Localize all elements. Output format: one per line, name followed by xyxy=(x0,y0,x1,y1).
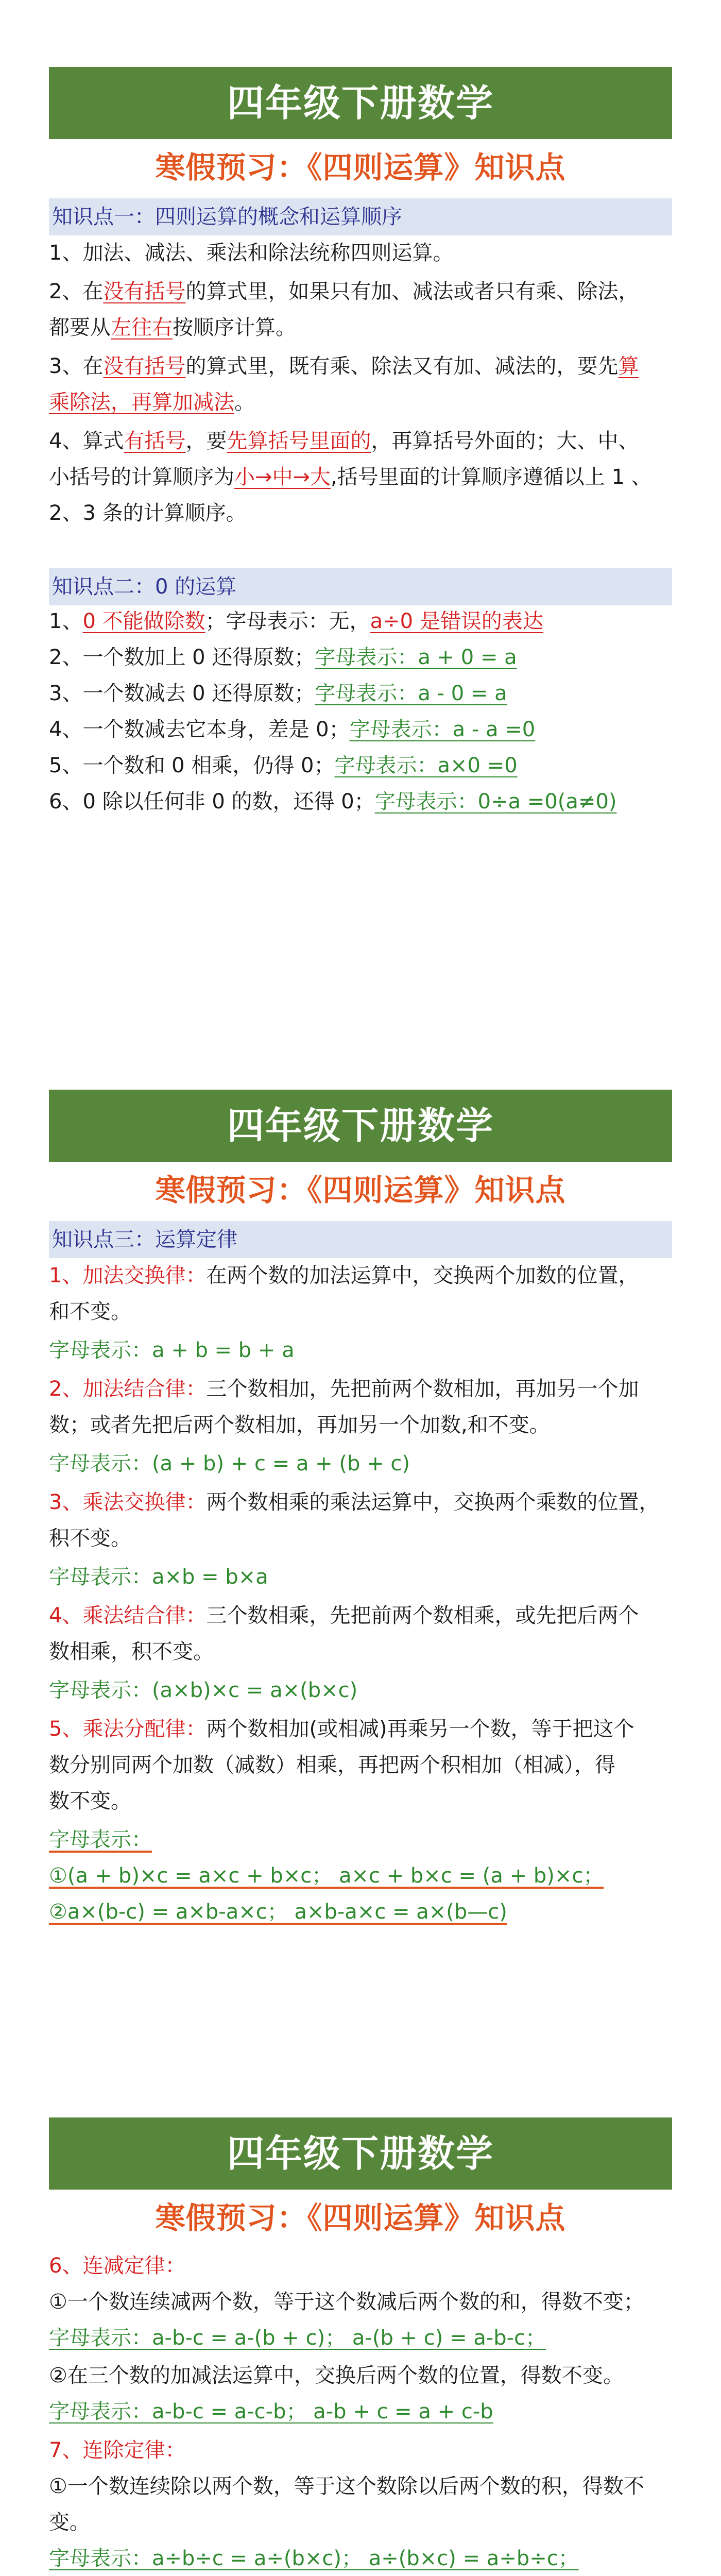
formula-text: 字母表示：a÷b÷c = a÷(b×c)； a÷(b×c) = a÷b÷c； xyxy=(49,2547,579,2570)
text-line xyxy=(49,427,677,455)
text-line: 数不变。 xyxy=(49,1789,131,1813)
formula-line: 字母表示：a + b = b + a xyxy=(49,1338,295,1362)
emphasis-text: 小→中→大 xyxy=(234,465,331,489)
text-span: 两个数相乘的乘法运算中，交换两个乘数的位置， xyxy=(206,1490,660,1514)
text-span: 2、在 xyxy=(49,280,104,303)
text-line xyxy=(49,388,677,417)
emphasis-text: 没有括号 xyxy=(103,354,186,378)
emphasis-text: 先算括号里面的 xyxy=(227,429,371,453)
text-span: 4、算式 xyxy=(49,429,124,453)
section-heading-3: 知识点三：运算定律 xyxy=(49,1221,672,1258)
text-span: 2、一个数加上 0 还得原数； xyxy=(49,646,315,669)
formula-line: 字母表示：(a + b) + c = a + (b + c) xyxy=(49,1452,410,1476)
text-span: 小括号的计算顺序为 xyxy=(49,465,234,489)
text-line xyxy=(49,1601,677,1630)
text-line xyxy=(49,643,677,672)
text-span: 6、0 除以任何非 0 的数，还得 0； xyxy=(49,790,375,814)
text-span: 5、一个数和 0 相乘，仍得 0； xyxy=(49,754,335,777)
emphasis-text: 没有括号 xyxy=(103,280,186,303)
formula-text: 字母表示：a-b-c = a-c-b； a-b + c = a + c-b xyxy=(49,2400,493,2424)
text-span: 在两个数的加法运算中，交换两个加数的位置， xyxy=(206,1264,639,1287)
text-line: 变。 xyxy=(49,2511,90,2534)
text-span: 3、在 xyxy=(49,354,104,378)
text-line xyxy=(49,1488,677,1517)
formula-text: ①(a + b)×c = a×c + b×c； a×c + b×c = (a + b)×c； xyxy=(49,1864,604,1888)
section-heading-1: 知识点一：四则运算的概念和运算顺序 xyxy=(49,198,672,235)
text-span: 两个数相加(或相减)再乘另一个数，等于把这个 xyxy=(206,1717,634,1741)
text-line: 和不变。 xyxy=(49,1300,131,1324)
formula-text: ②a×(b-c) = a×b-a×c； a×b-a×c = a×(b—c) xyxy=(49,1900,507,1924)
formula-line xyxy=(49,1825,677,1854)
text-line xyxy=(49,463,677,492)
section-1-header xyxy=(49,67,672,196)
formula-text: 字母表示：a-b-c = a-(b + c)； a-(b + c) = a-b-c； xyxy=(49,2326,546,2350)
formula-line xyxy=(49,1861,677,1890)
formula-line xyxy=(49,2324,677,2352)
formula-text: 字母表示：a + 0 = a xyxy=(315,646,517,669)
section-3-header xyxy=(49,2117,672,2246)
text-line: 数相乘，积不变。 xyxy=(49,1640,214,1664)
law-name: 2、加法结合律： xyxy=(49,1377,207,1401)
emphasis-text: 乘除法，再算加减法 xyxy=(49,391,234,414)
text-line: ①一个数连续减两个数，等于这个数减后两个数的和，得数不变； xyxy=(49,2290,644,2314)
text-span: ,括号里面的计算顺序遵循以上 1 、 xyxy=(331,465,652,489)
text-span: 三个数相加，先把前两个数相加，再加另一个加 xyxy=(206,1377,639,1401)
page-subtitle: 寒假预习：《四则运算》知识点 xyxy=(155,1173,566,1208)
text-line xyxy=(49,607,677,636)
text-span: 3、一个数减去 0 还得原数； xyxy=(49,682,315,705)
formula-text: 字母表示：a×0 =0 xyxy=(334,754,518,777)
text-line: ①一个数连续除以两个数，等于这个数除以后两个数的积，得数不 xyxy=(49,2475,644,2498)
page-title: 四年级下册数学 xyxy=(49,1090,672,1162)
text-span: 。 xyxy=(234,391,255,414)
formula-line xyxy=(49,1897,677,1926)
emphasis-text: 算 xyxy=(618,354,639,378)
section-heading-2: 知识点二：0 的运算 xyxy=(49,568,672,605)
formula-line: 字母表示：a×b = b×a xyxy=(49,1565,268,1589)
text-span: ，要 xyxy=(185,429,227,453)
text-span: 1、 xyxy=(49,609,83,633)
law-name: 3、乘法交换律： xyxy=(49,1490,207,1514)
formula-line xyxy=(49,2544,677,2573)
section-2-header xyxy=(49,1090,672,1218)
text-span: ，再算括号外面的；大、中、 xyxy=(371,429,639,453)
emphasis-text: 有括号 xyxy=(124,429,186,453)
text-span: 的算式里，既有乘、除法又有加、减法的，要先 xyxy=(185,354,619,378)
formula-text: 字母表示：0÷a =0(a≠0) xyxy=(374,790,617,814)
formula-text: 字母表示：a - 0 = a xyxy=(315,682,507,705)
text-line xyxy=(49,715,677,744)
text-span: 4、一个数减去它本身，差是 0； xyxy=(49,718,350,741)
text-span: 按顺序计算。 xyxy=(173,316,296,340)
text-span: 的算式里，如果只有加、减法或者只有乘、除法， xyxy=(185,280,639,303)
text-line xyxy=(49,277,677,306)
text-line: 2、3 条的计算顺序。 xyxy=(49,501,247,525)
formula-line: 字母表示：(a×b)×c = a×(b×c) xyxy=(49,1679,358,1702)
text-span: 都要从 xyxy=(49,316,111,340)
law-name: 7、连除定律： xyxy=(49,2438,186,2462)
emphasis-text: 左往右 xyxy=(111,316,173,340)
law-name: 5、乘法分配律： xyxy=(49,1717,207,1741)
page-subtitle: 寒假预习：《四则运算》知识点 xyxy=(155,150,566,185)
emphasis-text: a÷0 是错误的表达 xyxy=(370,609,543,633)
text-line: 数；或者先把后两个数相加，再加另一个加数,和不变。 xyxy=(49,1413,550,1437)
page-title: 四年级下册数学 xyxy=(49,67,672,139)
text-line xyxy=(49,1261,677,1290)
text-line xyxy=(49,751,677,780)
text-line xyxy=(49,1715,677,1743)
law-name: 1、加法交换律： xyxy=(49,1264,207,1287)
text-line: ②在三个数的加减法运算中，交换后两个数的位置，得数不变。 xyxy=(49,2364,624,2387)
text-line xyxy=(49,1375,677,1403)
text-line xyxy=(49,313,677,342)
text-line xyxy=(49,679,677,708)
text-span: ；字母表示：无， xyxy=(205,609,370,633)
formula-text: 字母表示：a - a =0 xyxy=(349,718,536,741)
text-line: 积不变。 xyxy=(49,1527,131,1550)
text-line: 数分别同两个加数（减数）相乘，再把两个积相加（相减），得 xyxy=(49,1753,615,1777)
page-subtitle: 寒假预习：《四则运算》知识点 xyxy=(155,2200,566,2235)
formula-text: 字母表示： xyxy=(49,1828,152,1852)
text-line xyxy=(49,352,677,381)
law-name: 4、乘法结合律： xyxy=(49,1604,207,1628)
text-line xyxy=(49,787,677,816)
text-span: 三个数相乘，先把前两个数相乘，或先把后两个 xyxy=(206,1604,639,1628)
law-name: 6、连减定律： xyxy=(49,2254,186,2278)
page-title: 四年级下册数学 xyxy=(49,2117,672,2190)
formula-line xyxy=(49,2397,677,2426)
emphasis-text: 0 不能做除数 xyxy=(82,609,205,633)
text-line: 1、加法、减法、乘法和除法统称四则运算。 xyxy=(49,241,454,265)
